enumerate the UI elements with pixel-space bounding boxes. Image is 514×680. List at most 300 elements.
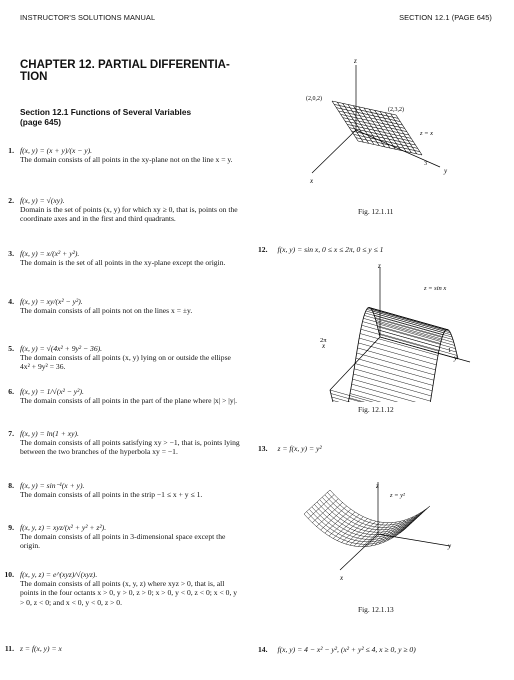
mesh-line — [352, 533, 356, 535]
mesh-line — [327, 515, 330, 517]
mesh-line — [357, 517, 361, 519]
mesh-line — [331, 394, 332, 397]
mesh-line — [335, 521, 338, 523]
mesh-line — [334, 518, 338, 521]
mesh-line — [358, 338, 359, 343]
problem-14 — [258, 645, 416, 654]
mesh-line — [383, 525, 386, 527]
mesh-line — [359, 515, 363, 517]
mesh-line — [348, 509, 351, 511]
mesh-line — [361, 325, 362, 329]
mesh-line — [441, 337, 442, 340]
mesh-line — [371, 524, 374, 526]
mesh-line — [441, 340, 442, 343]
mesh-line — [308, 516, 311, 518]
mesh-line — [311, 516, 315, 520]
mesh-line — [431, 391, 432, 396]
mesh-line — [367, 308, 368, 309]
mesh-line — [337, 507, 341, 511]
problem-description: The domain consists of all points (x, y, z) where xyz > 0, that is, all points in the four octants x > 0, y > 0, z > 0; x > 0, y < 0, z < 0; x < 0, y > 0, z < 0; and x < 0, y < 0, z > 0. — [20, 579, 238, 607]
mesh-line — [365, 519, 368, 521]
mesh-line — [367, 534, 371, 535]
mesh-line — [437, 356, 438, 361]
mesh-line — [330, 390, 331, 394]
mesh-line — [369, 535, 372, 537]
mesh-line — [317, 502, 321, 507]
mesh-line — [304, 514, 308, 519]
mesh-line — [364, 527, 368, 528]
mesh-line — [340, 503, 343, 505]
mesh-line — [372, 529, 376, 530]
mesh-line — [336, 536, 340, 538]
mesh-line — [354, 544, 357, 546]
point-label-2-0-2: (2,0,2) — [306, 96, 322, 102]
figure-caption-12-1-12: Fig. 12.1.12 — [358, 405, 394, 414]
mesh-line — [311, 514, 314, 516]
mesh-line — [355, 528, 358, 530]
mesh-line — [309, 507, 312, 509]
point-label-2-3-2: (2,3,2) — [388, 107, 404, 113]
mesh-line — [309, 509, 313, 514]
mesh-line — [331, 394, 409, 402]
problem-number: 11. — [4, 644, 14, 653]
mesh-line — [349, 535, 353, 537]
mesh-line — [348, 539, 351, 541]
mesh-line — [357, 541, 360, 543]
mesh-line — [334, 529, 337, 531]
mesh-line — [366, 537, 369, 539]
mesh-line — [442, 335, 443, 337]
mesh-line — [373, 521, 376, 523]
mesh-line — [337, 541, 341, 543]
problem-number: 1. — [8, 146, 14, 155]
mesh-line — [371, 526, 375, 527]
mesh-line — [363, 517, 367, 519]
mesh-line — [324, 519, 328, 523]
mesh-line — [359, 539, 362, 541]
mesh-line — [360, 526, 364, 528]
axis-label-x: x — [322, 342, 326, 350]
chapter-title — [20, 59, 230, 83]
mesh-line — [342, 540, 345, 542]
mesh-line — [346, 512, 349, 514]
mesh-line — [316, 511, 320, 515]
section-title-line2: (page 645) — [20, 117, 62, 127]
mesh-line — [336, 513, 339, 515]
mesh-line — [332, 497, 336, 501]
mesh-line — [446, 330, 447, 331]
mesh-line — [313, 511, 316, 513]
mesh-line — [330, 512, 333, 514]
tick-label-3: 3 — [424, 161, 427, 167]
mesh-line — [343, 503, 347, 507]
mesh-line — [318, 515, 321, 517]
mesh-line — [382, 523, 385, 525]
mesh-line — [352, 531, 355, 533]
mesh-line — [352, 514, 356, 517]
parabolic-surface — [304, 490, 430, 547]
mesh-line — [330, 528, 334, 531]
tick-label-2pi: 2π — [320, 337, 327, 344]
mesh-line — [359, 334, 360, 339]
mesh-line — [325, 508, 328, 510]
mesh-line — [358, 519, 361, 521]
mesh-line — [322, 497, 326, 502]
mesh-line — [349, 524, 353, 526]
mesh-line — [323, 511, 326, 513]
mesh-line — [327, 490, 330, 492]
mesh-line — [358, 521, 362, 523]
mesh-line — [353, 524, 356, 526]
mesh-line — [356, 521, 359, 523]
mesh-line — [331, 520, 335, 523]
mesh-line — [335, 524, 339, 527]
mesh-line — [345, 531, 348, 533]
mesh-line — [326, 525, 330, 528]
mesh-line — [365, 531, 369, 532]
axis-label-y: y — [448, 542, 452, 550]
mesh-line — [340, 538, 344, 540]
mesh-line — [329, 536, 333, 539]
mesh-line — [357, 528, 361, 530]
problem-equation: z = f(x, y) = y² — [277, 444, 322, 453]
mesh-line — [325, 533, 329, 536]
mesh-line — [454, 342, 455, 345]
problem-description: Domain is the set of points (x, y) for which xy ≥ 0, that is, points on the coordinate axes and in the first and third quadrants. — [20, 205, 238, 224]
mesh-line — [348, 531, 352, 533]
mesh-line — [346, 542, 349, 544]
problem-description: The domain consists of all points in the xy-plane not on the line x = y. — [20, 155, 233, 165]
chapter-title-line1: CHAPTER 12. PARTIAL DIFFERENTIA- — [20, 59, 230, 71]
mesh-line — [360, 334, 438, 356]
mesh-line — [358, 343, 359, 348]
mesh-line — [314, 502, 317, 504]
mesh-line — [323, 525, 326, 527]
mesh-line — [357, 348, 358, 353]
mesh-line — [368, 519, 372, 521]
mesh-line — [327, 528, 330, 530]
mesh-line — [345, 519, 348, 521]
problem-description: The domain consists of all points in the part of the plane where |x| > |y|. — [20, 396, 238, 406]
mesh-line — [349, 398, 427, 402]
mesh-line — [337, 538, 340, 540]
problem-equation: f(x, y) = sin x, 0 ≤ x ≤ 2π, 0 ≤ y ≤ 1 — [277, 245, 384, 254]
problem-number: 7. — [8, 429, 14, 438]
problem-number: 4. — [8, 297, 14, 306]
mesh-line — [315, 520, 319, 524]
problem-number: 5. — [8, 344, 14, 353]
mesh-line — [354, 517, 357, 519]
axis-label-z: z — [378, 262, 381, 270]
mesh-line — [351, 519, 354, 521]
mesh-line — [320, 515, 324, 519]
mesh-line — [347, 535, 350, 537]
mesh-line — [339, 524, 342, 526]
problem-description: The domain consists of all points satisfying xy > −1, that is, points lying between the two branches of the hyperbola xy = −1. — [20, 438, 240, 457]
mesh-line — [319, 522, 322, 524]
mesh-line — [332, 512, 336, 516]
mesh-line — [359, 532, 363, 533]
mesh-line — [361, 527, 364, 529]
problem-equation: f(x, y) = 4 − x² − y², (x² + y² ≤ 4, x ≥ 0, y ≥ 0) — [277, 645, 416, 654]
mesh-line — [363, 318, 364, 321]
mesh-line — [358, 536, 361, 538]
mesh-line — [341, 529, 344, 531]
mesh-line — [340, 516, 343, 518]
mesh-line — [366, 522, 369, 524]
mesh-line — [354, 546, 358, 547]
mesh-line — [363, 533, 367, 534]
mesh-line — [337, 529, 341, 532]
problem-description: The domain consists of all points in 3-dimensional space except the origin. — [20, 532, 226, 551]
figure-caption-12-1-11: Fig. 12.1.11 — [358, 207, 394, 216]
mesh-line — [316, 509, 319, 511]
mesh-line — [369, 520, 372, 522]
mesh-line — [369, 307, 447, 329]
mesh-line — [355, 512, 359, 515]
mesh-line — [315, 518, 318, 520]
mesh-line — [340, 505, 344, 509]
mesh-line — [332, 510, 335, 512]
mesh-line — [372, 527, 375, 529]
mesh-line — [343, 536, 347, 538]
mesh-line — [324, 504, 328, 508]
problem-equation: f(x, y) = ln(1 + xy). — [20, 429, 79, 438]
problem-equation: f(x, y) = √(xy). — [20, 196, 65, 205]
mesh-line — [328, 520, 331, 522]
header-right: SECTION 12.1 (PAGE 645) — [399, 13, 492, 22]
mesh-line — [370, 529, 373, 531]
mesh-line — [386, 523, 389, 525]
mesh-line — [319, 509, 323, 513]
mesh-line — [365, 521, 369, 523]
mesh-line — [344, 506, 347, 508]
mesh-line — [321, 530, 325, 533]
problem-number: 2. — [8, 196, 14, 205]
mesh-line — [347, 517, 350, 519]
mesh-line — [356, 353, 357, 358]
mesh-line — [351, 522, 355, 524]
mesh-line — [304, 512, 307, 514]
mesh-line — [431, 396, 432, 401]
problem-equation: f(x, y) = 1/√(x² − y²). — [20, 387, 84, 396]
mesh-line — [364, 536, 368, 537]
mesh-line — [312, 507, 316, 512]
mesh-line — [351, 539, 355, 540]
mesh-line — [368, 528, 372, 529]
mesh-line — [334, 516, 337, 518]
mesh-line — [352, 540, 355, 542]
mesh-line — [346, 527, 350, 529]
mesh-line — [381, 527, 384, 529]
problem-number: 8. — [8, 481, 14, 490]
mesh-line — [345, 533, 349, 535]
mesh-line — [435, 370, 436, 375]
mesh-line — [349, 393, 350, 397]
mesh-line — [341, 511, 345, 514]
mesh-line — [371, 532, 374, 534]
problem-equation: f(x, y) = (x + y)/(x − y). — [20, 146, 93, 155]
mesh-line — [350, 529, 354, 531]
mesh-line — [361, 519, 365, 521]
mesh-line — [360, 536, 364, 537]
problem-number: 3. — [8, 249, 14, 258]
mesh-line — [323, 528, 327, 531]
mesh-line — [359, 530, 362, 532]
mesh-line — [353, 534, 356, 536]
axis-label-x: x — [340, 574, 344, 582]
mesh-line — [330, 390, 408, 402]
mesh-line — [331, 518, 334, 520]
mesh-line — [356, 358, 434, 380]
mesh-line — [333, 503, 337, 507]
mesh-line — [362, 536, 365, 538]
mesh-line — [313, 514, 317, 518]
mesh-line — [361, 530, 365, 531]
mesh-line — [355, 540, 359, 541]
mesh-line — [344, 527, 347, 529]
mesh-line — [336, 499, 339, 501]
mesh-line — [327, 531, 331, 534]
mesh-line — [345, 522, 349, 525]
mesh-line — [353, 379, 431, 401]
mesh-line — [356, 532, 359, 534]
mesh-line — [354, 369, 432, 391]
mesh-line — [363, 539, 366, 541]
mesh-line — [356, 138, 420, 152]
mesh-line — [365, 528, 368, 530]
mesh-line — [333, 501, 336, 503]
mesh-line — [348, 542, 352, 543]
mesh-line — [347, 124, 411, 138]
mesh-line — [361, 542, 364, 544]
mesh-line — [332, 534, 336, 537]
mesh-line — [368, 308, 369, 309]
mesh-line — [346, 514, 350, 517]
chapter-title-line2: TION — [20, 71, 48, 83]
mesh-line — [347, 538, 351, 540]
mesh-line — [322, 519, 325, 521]
mesh-line — [376, 320, 377, 323]
mesh-line — [324, 502, 327, 504]
mesh-line — [355, 364, 433, 386]
axis-label-z: z — [354, 57, 357, 65]
mesh-line — [347, 519, 351, 522]
mesh-line — [334, 495, 338, 499]
mesh-line — [345, 121, 409, 135]
mesh-line — [352, 131, 416, 145]
problem-number: 6. — [8, 387, 14, 396]
mesh-line — [332, 531, 335, 533]
mesh-line — [321, 507, 325, 511]
mesh-line — [344, 540, 348, 542]
mesh-line — [353, 537, 357, 538]
mesh-line — [342, 522, 345, 524]
mesh-line — [343, 533, 346, 535]
mesh-line — [328, 508, 332, 512]
mesh-line — [339, 526, 343, 529]
mesh-line — [358, 544, 361, 546]
mesh-line — [319, 524, 323, 528]
mesh-line — [337, 505, 340, 507]
mesh-line — [347, 506, 351, 509]
mesh-line — [333, 524, 336, 526]
mesh-line — [356, 534, 360, 535]
mesh-line — [314, 504, 318, 509]
problem-description: The domain consists of all points not on the lines x = ±y. — [20, 306, 193, 316]
mesh-line — [380, 522, 384, 523]
mesh-line — [368, 526, 371, 528]
mesh-line — [430, 401, 431, 402]
problem-equation: f(x, y) = sin⁻¹(x + y). — [20, 481, 85, 490]
mesh-line — [360, 533, 363, 535]
mesh-line — [336, 516, 340, 519]
problem-description: The domain is the set of all points in the xy-plane except the origin. — [20, 258, 226, 268]
mesh-line — [351, 384, 352, 389]
mesh-line — [329, 534, 332, 536]
mesh-line — [374, 530, 377, 532]
mesh-line — [334, 531, 338, 534]
mesh-line — [325, 492, 328, 494]
tick-label-1: 1 — [448, 347, 452, 354]
sine-surface — [330, 307, 458, 402]
axis-label-x: x — [310, 177, 314, 185]
mesh-line — [320, 513, 323, 515]
mesh-line — [339, 513, 343, 516]
axis-label-z: z — [376, 482, 379, 490]
axis-label-y: y — [444, 167, 448, 175]
mesh-line — [319, 507, 322, 509]
mesh-line — [341, 531, 345, 533]
mesh-line — [312, 523, 316, 527]
mesh-line — [362, 523, 366, 525]
problem-equation: f(x, y, z) = xyz/(x² + y² + z²). — [20, 523, 107, 532]
mesh-line — [330, 515, 334, 519]
mesh-line — [333, 536, 336, 538]
mesh-line — [307, 509, 310, 511]
mesh-line — [377, 323, 378, 326]
mesh-line — [325, 495, 329, 500]
mesh-line — [349, 533, 352, 535]
problem-equation: f(x, y) = √(4x² + 9y² − 36). — [20, 344, 103, 353]
mesh-line — [444, 331, 445, 333]
mesh-line — [326, 523, 329, 525]
problem-equation: f(x, y, z) = e^(xyz)/√(xyz). — [20, 570, 98, 579]
mesh-line — [325, 511, 329, 515]
mesh-line — [354, 519, 358, 521]
mesh-line — [327, 517, 331, 521]
mesh-line — [366, 309, 367, 311]
problem-number: 13. — [258, 444, 268, 453]
mesh-line — [348, 512, 352, 515]
mesh-line — [329, 497, 332, 499]
mesh-line — [358, 141, 422, 155]
axis-label-y: y — [454, 354, 458, 362]
mesh-line — [333, 526, 337, 529]
mesh-line — [361, 517, 364, 519]
mesh-line — [351, 389, 429, 402]
mesh-line — [332, 495, 335, 497]
mesh-line — [335, 510, 339, 514]
mesh-line — [436, 360, 437, 365]
surface-label: z = sin x — [424, 285, 447, 292]
figure-parabolic-cylinder — [290, 462, 500, 592]
surface-label: z = y² — [390, 492, 405, 499]
mesh-line — [367, 532, 370, 534]
mesh-line — [337, 526, 340, 528]
mesh-line — [367, 309, 445, 331]
mesh-line — [358, 348, 436, 370]
